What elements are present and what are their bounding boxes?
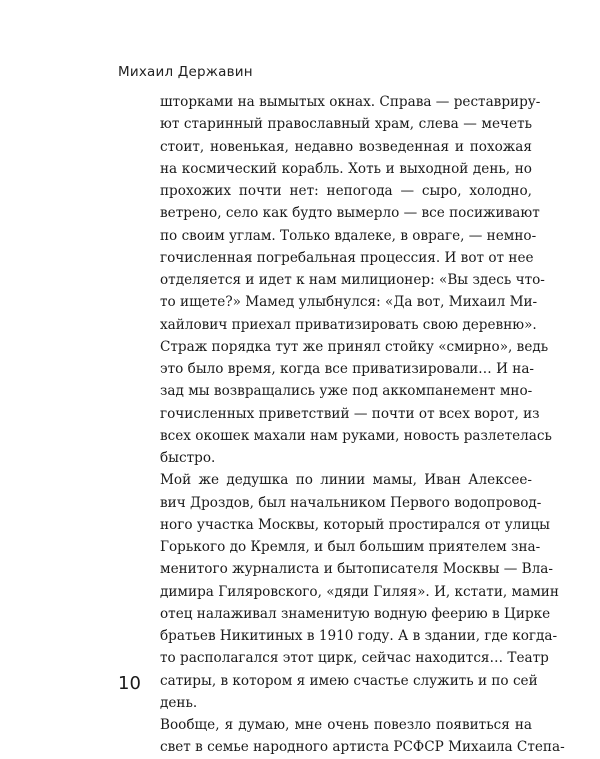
text-line: димира Гиляровского, «дяди Гиляя». И, кстати, мамин xyxy=(160,583,559,600)
text-line: братьев Никитиных в 1910 году. А в здании, где когда- xyxy=(160,628,558,644)
text-line: ного участка Москвы, который простирался от улицы xyxy=(160,516,551,533)
text-line: Страж порядка тут же принял стойку «смирно», ведь xyxy=(160,338,549,355)
text-line: гочисленных приветствий — почти от всех ворот, из xyxy=(160,405,540,422)
text-line: быстро. xyxy=(160,450,216,466)
text-line: день. xyxy=(160,694,198,711)
text-line: хайлович приехал приватизировать свою деревню». xyxy=(160,316,537,333)
text-line: прохожих почти нет: непогода — сыро, холодно, xyxy=(160,183,532,199)
text-line: то ищете?» Мамед улыбнулся: «Да вот, Михаил Ми- xyxy=(160,294,538,311)
text-line: Горького до Кремля, и был большим приятелем зна- xyxy=(160,539,541,555)
text-line: менитого журналиста и бытописателя Москвы — Вла- xyxy=(160,561,553,578)
text-line: всех окошек махали нам руками, новость разлетелась xyxy=(160,427,552,444)
text-line: отец налаживал знаменитую водную феерию в Цирке xyxy=(160,605,551,622)
text-line: по своим углам. Только вдалеке, в овраге, — немно- xyxy=(160,227,537,244)
text-line: отделяется и идет к нам милиционер: «Вы здесь что- xyxy=(160,272,545,288)
text-line: шторками на вымытых окнах. Справа — реставриру- xyxy=(160,94,541,110)
body-text xyxy=(160,91,565,759)
text-line: стоит, новенькая, недавно возведенная и похожая xyxy=(160,138,532,155)
text-line: на космический корабль. Хоть и выходной день, но xyxy=(160,160,532,177)
text-line: ют старинный православный храм, слева — мечеть xyxy=(160,116,532,133)
text-line: ветрено, село как будто вымерло — все посиживают xyxy=(160,205,540,222)
text-line: то располагался этот цирк, сейчас находится… Театр xyxy=(160,650,549,667)
running-header-author: Михаил Державин xyxy=(118,64,253,80)
text-line: гочисленная погребальная процессия. И вот от нее xyxy=(160,249,534,266)
text-line: свет в семье народного артиста РСФСР Михаила Степа- xyxy=(160,739,565,756)
text-line: Мой же дедушка по линии мамы, Иван Алексее- xyxy=(160,472,532,489)
page-number: 10 xyxy=(118,673,141,694)
text-line: сатиры, в котором я имею счастье служить и по сей xyxy=(160,672,538,689)
text-line: зад мы возвращались уже под аккомпанемент мно- xyxy=(160,383,533,400)
text-line: Вообще, я думаю, мне очень повезло появиться на xyxy=(160,717,532,733)
text-line: вич Дроздов, был начальником Первого водопровод- xyxy=(160,494,542,511)
text-line: это было время, когда все приватизировали… И на- xyxy=(160,361,535,377)
